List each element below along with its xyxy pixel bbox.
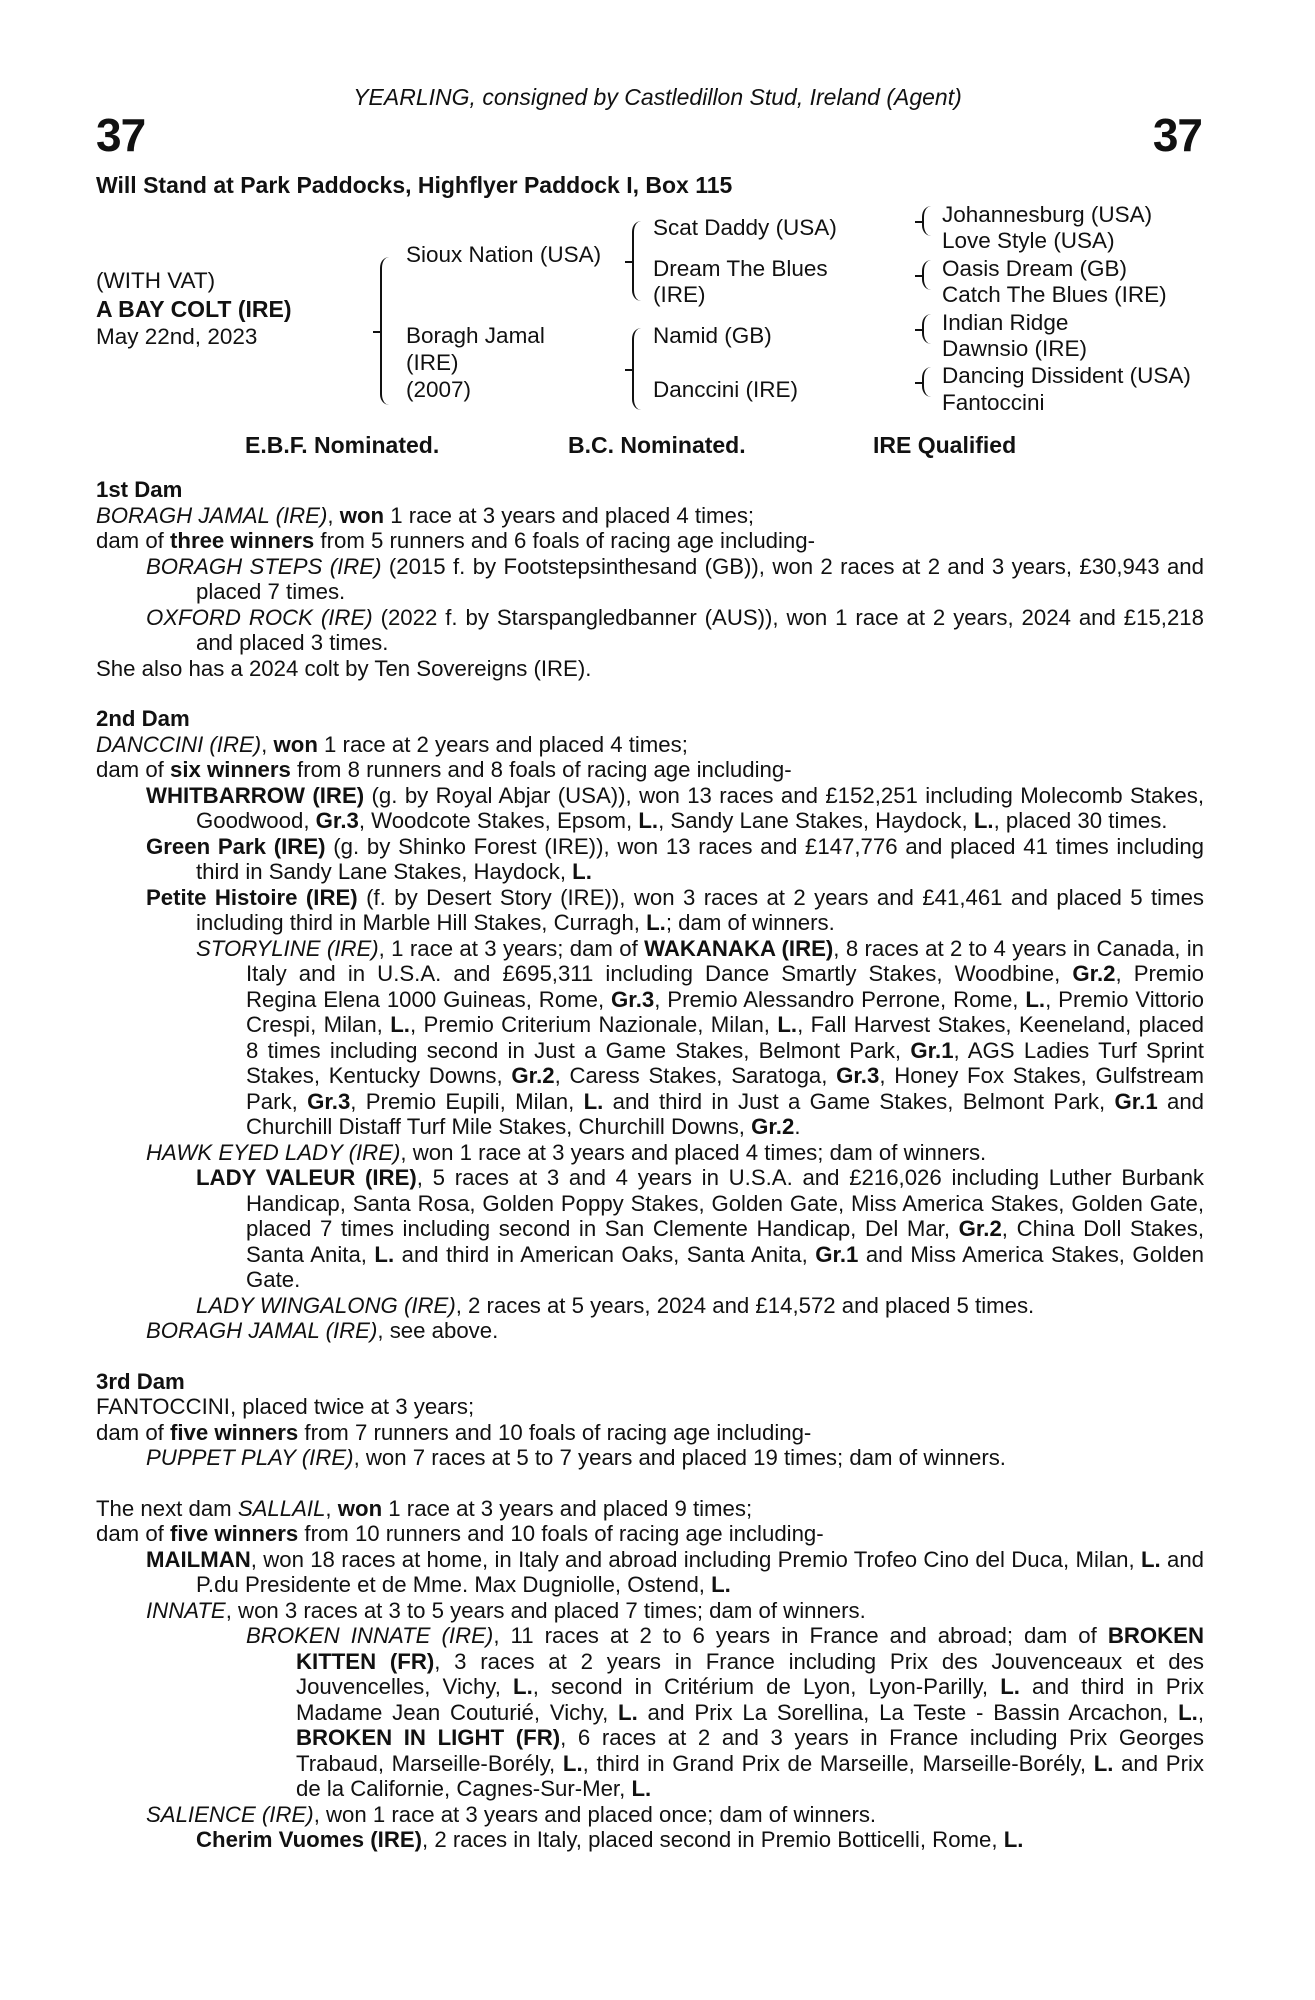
third-dam-produce: dam of five winners from 7 runners and 10 foals of racing age including- [96,1419,812,1445]
third-dam-line: FANTOCCINI, placed twice at 3 years; [96,1394,475,1419]
first-dam-line: BORAGH JAMAL (IRE), won 1 race at 3 years and placed 4 times; [96,502,755,528]
sire-dam-2: (IRE) [653,282,706,307]
produce-lady-wingalong: LADY WINGALONG (IRE), 2 races at 5 years, 2024 and £14,572 and placed 5 times. [196,1292,1035,1318]
produce-puppet-play: PUPPET PLAY (IRE), won 7 races at 5 to 7 years and placed 19 times; dam of winners. [146,1445,1006,1470]
produce-mailman: MAILMAN, won 18 races at home, in Italy and abroad including Premio Trofeo Cino del Duca, Milan, L. and P.du Presidente et de Mme. Max Dugniolle, Ostend, L. [146,1546,1205,1597]
first-dam-also: She also has a 2024 colt by Ten Sovereigns (IRE). [96,655,592,681]
pedigree-brace-g1 [922,206,931,236]
dam-line-2: (IRE) [406,350,459,375]
dam-line-3: (2007) [406,377,472,402]
produce-boragh-jamal: BORAGH JAMAL (IRE), see above. [146,1318,499,1343]
third-dam-heading: 3rd Dam [96,1368,185,1394]
produce-storyline: STORYLINE (IRE), 1 race at 3 years; dam of WAKANAKA (IRE), 8 races at 2 to 4 years in Canada, in Italy and in U.S.A. and £695,311 including Dance Smartly Stakes, Woodbine, Gr.2, Premio Regina Elena 1000 Guineas, Rome, Gr.3, Premio Alessandro Perrone, Rome, L., Premio Vittorio Crespi, Milan, L., Premio Criterium Nazionale, Milan, L., Fall Harvest Stakes, Keeneland, placed 8 times including second in Just a Game Stakes, Belmont Park, Gr.1, AGS Ladies Turf Sprint Stakes, Kentucky Downs, Gr.2, Caress Stakes, Saratoga, Gr.3, Honey Fox Stakes, Gulfstream Park, Gr.3, Premio Eupili, Milan, L. and third in Just a Game Stakes, Belmont Park, Gr.1 and Churchill Distaff Turf Mile Stakes, Churchill Downs, Gr.2. [196,935,1205,1139]
produce-innate: INNATE, won 3 races at 3 to 5 years and placed 7 times; dam of winners. [146,1597,866,1623]
sire-sire: Scat Daddy (USA) [653,215,837,240]
ebf-flag: E.B.F. Nominated. [245,432,440,458]
dam-sire: Namid (GB) [653,323,772,348]
produce-cherim-vuomes: Cherim Vuomes (IRE), 2 races in Italy, placed second in Premio Botticelli, Rome, L. [196,1827,1024,1852]
produce-lady-valeur: LADY VALEUR (IRE), 5 races at 3 and 4 years in U.S.A. and £216,026 including Luther Burbank Handicap, Santa Rosa, Golden Poppy Stakes, Golden Gate, Miss America Stakes, Golden Gate, placed 7 times including second in San Clemente Handicap, Del Mar, Gr.2, China Doll Stakes, Santa Anita, L. and third in American Oaks, Santa Anita, Gr.1 and Miss America Stakes, Golden Gate. [196,1165,1205,1292]
next-dam-produce: dam of five winners from 10 runners and 10 foals of racing age including- [96,1521,824,1546]
second-dam-line: DANCCINI (IRE), won 1 race at 2 years and placed 4 times; [96,731,688,757]
produce-boragh-steps: BORAGH STEPS (IRE) (2015 f. by Footstepsinthesand (GB)), won 2 races at 2 and 3 years, £30,943 and placed 7 times. [146,553,1204,604]
produce-oxford-rock: OXFORD ROCK (IRE) (2022 f. by Starspangledbanner (AUS)), won 1 race at 2 years, 2024 and £15,218 and placed 3 times. [146,604,1204,655]
produce-whitbarrow: WHITBARROW (IRE) (g. by Royal Abjar (USA)), won 13 races and £152,251 including Molecomb Stakes, Goodwood, Gr.3, Woodcote Stakes, Epsom, L., Sandy Lane Stakes, Haydock, L., placed 30 times. [146,782,1204,833]
pedigree-brace-g3 [922,314,931,344]
g3-3: Oasis Dream (GB) [942,256,1128,281]
ire-flag: IRE Qualified [873,432,1017,458]
horse-name: A BAY COLT (IRE) [96,296,292,322]
g3-8: Fantoccini [942,390,1045,415]
date-of-birth: May 22nd, 2023 [96,324,258,349]
sire-dam-1: Dream The Blues [653,256,828,281]
first-dam-heading: 1st Dam [96,477,183,502]
produce-petite-histoire: Petite Histoire (IRE) (f. by Desert Story (IRE)), won 3 races at 2 years and £41,461 and placed 5 times including third in Marble Hill Stakes, Curragh, L.; dam of winners. [146,884,1205,935]
produce-hawk-eyed-lady: HAWK EYED LADY (IRE), won 1 race at 3 years and placed 4 times; dam of winners. [146,1139,987,1165]
consignor-line: YEARLING, consigned by Castledillon Stud, Ireland (Agent) [353,84,962,110]
dam-line-1: Boragh Jamal [406,323,545,348]
produce-green-park: Green Park (IRE) (g. by Shinko Forest (IRE)), won 13 races and £147,776 and placed 41 times including third in Sandy Lane Stakes, Haydock, L. [146,833,1204,884]
lot-number-left: 37 [96,109,146,161]
g3-1: Johannesburg (USA) [942,202,1153,227]
second-dam-heading: 2nd Dam [96,706,190,731]
first-dam-produce: dam of three winners from 5 runners and 6 foals of racing age including- [96,528,816,553]
g3-4: Catch The Blues (IRE) [942,282,1167,307]
g3-6: Dawnsio (IRE) [942,336,1088,361]
lot-number-right: 37 [1152,109,1202,161]
produce-broken-innate: BROKEN INNATE (IRE), 11 races at 2 to 6 years in France and abroad; dam of BROKEN KITTEN (FR), 3 races at 2 years in France including Prix des Jouvenceaux et des Jouvencelles, Vichy, L., second in Critérium de Lyon, Lyon-Parilly, L. and third in Prix Madame Jean Couturié, Vichy, L. and Prix La Sorellina, La Teste - Bassin Arcachon, L., BROKEN IN LIGHT (FR), 6 races at 2 and 3 years in France including Prix Georges Trabaud, Marseille-Borély, L., third in Grand Prix de Marseille, Marseille-Borély, L. and Prix de la Californie, Cagnes-Sur-Mer, L. [246,1623,1205,1801]
stand-location: Will Stand at Park Paddocks, Highflyer Paddock I, Box 115 [96,172,733,198]
g3-7: Dancing Dissident (USA) [942,363,1191,388]
second-dam-produce: dam of six winners from 8 runners and 8 foals of racing age including- [96,757,792,782]
pedigree-brace-dam [632,328,641,410]
pedigree-brace-g4 [922,367,931,397]
produce-salience: SALIENCE (IRE), won 1 race at 3 years and placed once; dam of winners. [146,1801,877,1827]
next-dam-line: The next dam SALLAIL, won 1 race at 3 years and placed 9 times; [96,1495,753,1521]
sire: Sioux Nation (USA) [406,242,602,267]
pedigree-brace-main [380,257,389,405]
vat-note: (WITH VAT) [96,268,216,293]
dam-dam: Danccini (IRE) [653,377,799,402]
pedigree-notes [96,477,1204,1853]
g3-2: Love Style (USA) [942,228,1115,253]
pedigree-brace-sire [632,221,641,301]
pedigree-brace-g2 [922,260,931,290]
bc-flag: B.C. Nominated. [568,432,746,458]
g3-5: Indian Ridge [942,310,1069,335]
